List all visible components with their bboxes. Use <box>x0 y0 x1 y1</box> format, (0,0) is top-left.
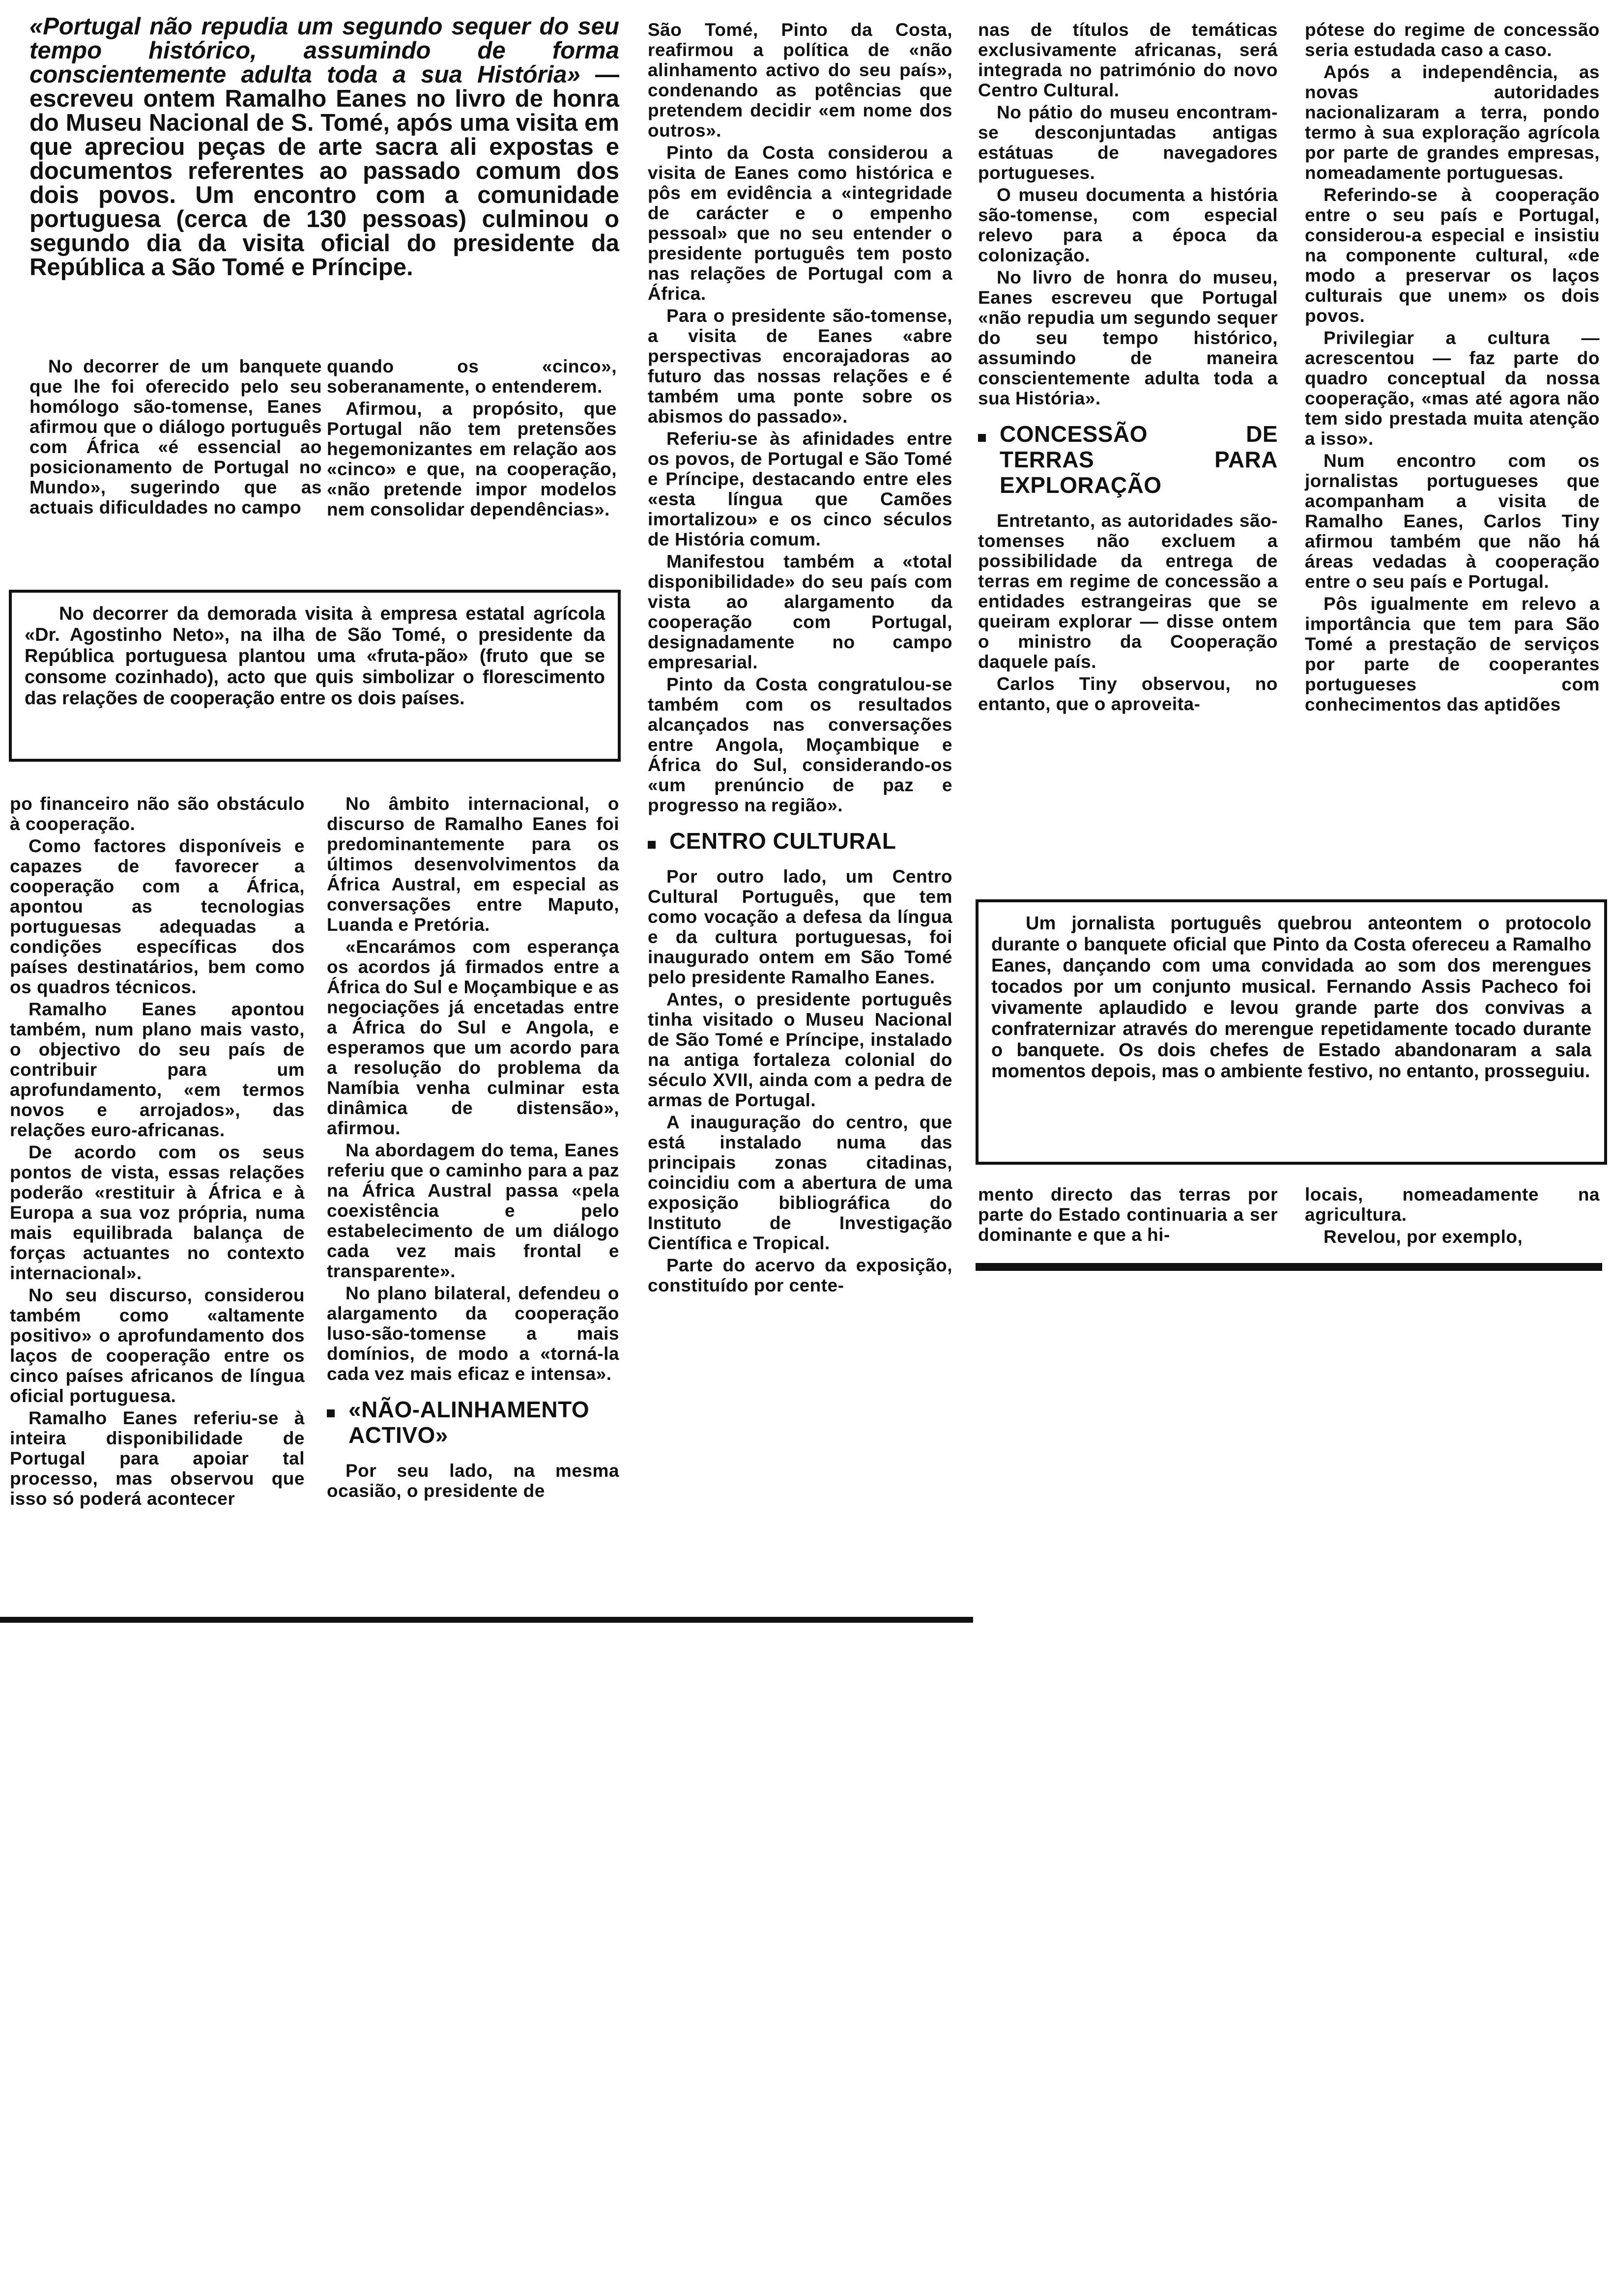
paragraph: Pinto da Costa congratulou-se também com os resultados alcançados nas conversações entre Angola, Moçambique e África do Sul, considerando-os «um prenúncio de paz e progresso na região». <box>648 674 952 815</box>
paragraph: nas de títulos de temáticas exclusivamente africanas, será integrada no património do novo Centro Cultural. <box>978 20 1278 100</box>
paragraph: Pôs igualmente em relevo a importância que tem para São Tomé a prestação de serviços por parte de cooperantes portugueses com conhecimentos das aptidões <box>1305 594 1600 715</box>
paragraph: De acordo com os seus pontos de vista, essas relações poderão «restituir à África e à Europa a sua voz própria, numa mais equilibrada balança de forças actuantes no contexto internacional». <box>10 1142 305 1283</box>
paragraph: Referiu-se às afinidades entre os povos, de Portugal e São Tomé e Príncipe, destacando entre eles «esta língua que Camões imortalizou» e os cinco séculos de História comum. <box>648 429 952 549</box>
paragraph: No pátio do museu encontram-se desconjuntadas antigas estátuas de navegadores portugueses. <box>978 102 1278 183</box>
paragraph: São Tomé, Pinto da Costa, reafirmou a política de «não alinhamento activo do seu país», condenando as potências que pretendem decidir «em nome dos outros». <box>648 20 952 141</box>
paragraph: No livro de honra do museu, Eanes escreveu que Portugal «não repudia um segundo sequer do seu tempo histórico, assumindo de maneira conscientemente adulta toda a sua História». <box>978 267 1278 408</box>
paragraph: Como factores disponíveis e capazes de favorecer a cooperação com a África, apontou as tecnologias portuguesas adequadas a condições específicas dos países destinatários, bem como os quadros técnicos. <box>10 836 305 997</box>
paragraph: quando os «cinco», soberanamente, o entenderem. <box>327 356 617 397</box>
column-1-top <box>29 356 322 519</box>
paragraph: No âmbito internacional, o discurso de Ramalho Eanes foi predominantemente para os últimos desenvolvimentos da África Austral, em especial as conversações entre Maputo, Luanda e Pretória. <box>327 794 619 935</box>
paragraph: Na abordagem do tema, Eanes referiu que o caminho para a paz na África Austral passa «pela coexistência e pelo estabelecimento de um diálogo cada vez mais frontal e transparente». <box>327 1140 619 1281</box>
paragraph: Por seu lado, na mesma ocasião, o presidente de <box>327 1461 619 1501</box>
paragraph: No decorrer de um banquete que lhe foi oferecido pelo seu homólogo são-tomense, Eanes afirmou que o diálogo português com África «é essencial ao posicionamento de Portugal no Mundo», sugerindo que as actuais dificuldades no campo <box>29 356 322 517</box>
column-4-bottom <box>978 1184 1278 1247</box>
sidebar-box-fruta-pao <box>9 590 621 762</box>
paragraph: Num encontro com os jornalistas portugueses que acompanham a visita de Ramalho Eanes, Carlos Tiny afirmou também que não há áreas vedadas à cooperação entre o seu país e Portugal. <box>1305 451 1600 592</box>
box-text: No decorrer da demorada visita à empresa estatal agrícola «Dr. Agostinho Neto», na ilha de São Tomé, o presidente da República portuguesa plantou uma «fruta-pão» (fruto que se consome cozinhado), acto que quis simbolizar o florescimento das relações de cooperação entre os dois países. <box>25 603 605 709</box>
column-3 <box>648 20 952 1297</box>
paragraph: Referindo-se à cooperação entre o seu país e Portugal, considerou-a especial e insistiu na componente cultural, «de modo a preservar os laços culturais que unem» os dois povos. <box>1305 185 1600 326</box>
lead-text: — escreveu ontem Ramalho Eanes no livro de honra do Museu Nacional de S. Tomé, após uma visita em que apreciou peças de arte sacra ali expostas e documentos referentes ao passado comum dos dois povos. Um encontro com a comunidade portuguesa (cerca de 130 pessoas) culminou o segundo dia da visita oficial do presidente da República a São Tomé e Príncipe. <box>29 61 619 281</box>
column-4 <box>978 20 1278 716</box>
subheading-centro-cultural: CENTRO CULTURAL <box>648 828 952 854</box>
sidebar-box-merengue <box>976 899 1607 1165</box>
column-2-top <box>327 356 617 521</box>
paragraph: O museu documenta a história são-tomense, com especial relevo para a época da colonização. <box>978 185 1278 265</box>
column-2-bottom <box>327 794 619 1503</box>
paragraph: Privilegiar a cultura — acrescentou — faz parte do quadro conceptual da nossa cooperação, «mas até agora não tem sido prestada muita atenção a isso». <box>1305 328 1600 449</box>
paragraph: No seu discurso, considerou também como «altamente positivo» o aprofundamento dos laços de cooperação entre os cinco países africanos de língua oficial portuguesa. <box>10 1285 305 1406</box>
paragraph: Ramalho Eanes apontou também, num plano mais vasto, o objectivo do seu país de contribuir para um aprofundamento, «em termos novos e arrojados», das relações euro-africanas. <box>10 999 305 1140</box>
bottom-rule-left <box>0 1617 973 1623</box>
lead-quote: «Portugal não repudia um segundo sequer do seu tempo histórico, assumindo de forma conscientemente adulta toda a sua História» <box>29 13 619 88</box>
paragraph: Por outro lado, um Centro Cultural Português, que tem como vocação a defesa da língua e da cultura portuguesas, foi inaugurado ontem em São Tomé pelo presidente Ramalho Eanes. <box>648 866 952 987</box>
lead-paragraph <box>29 15 619 280</box>
bullet-icon <box>648 828 669 854</box>
paragraph: Ramalho Eanes referiu-se à inteira disponibilidade de Portugal para apoiar tal processo, mas observou que isso só poderá acontecer <box>10 1408 305 1509</box>
paragraph: Após a independência, as novas autoridades nacionalizaram a terra, pondo termo à sua exploração agrícola por parte de grandes empresas, nomeadamente portuguesas. <box>1305 62 1600 183</box>
column-5-bottom <box>1305 1184 1600 1249</box>
paragraph: mento directo das terras por parte do Estado continuaria a ser dominante e que a hi- <box>978 1184 1278 1245</box>
paragraph: Afirmou, a propósito, que Portugal não tem pretensões hegemonizantes em relação aos «cinco» e que, na cooperação, «não pretende impor modelos nem consolidar dependências». <box>327 399 617 519</box>
subheading-nao-alinhamento: «NÃO-ALINHAMENTO ACTIVO» <box>327 1397 619 1448</box>
paragraph: No plano bilateral, defendeu o alargamento da cooperação luso-são-tomense a mais domínios, de modo a «torná-la cada vez mais eficaz e intensa». <box>327 1283 619 1384</box>
paragraph: Manifestou também a «total disponibilidade» do seu país com vista ao alargamento da cooperação com Portugal, designadamente no campo empresarial. <box>648 551 952 672</box>
paragraph: A inauguração do centro, que está instalado numa das principais zonas citadinas, coincidiu com a abertura de uma exposição bibliográfica do Instituto de Investigação Científica e Tropical. <box>648 1112 952 1253</box>
column-5 <box>1305 20 1600 717</box>
bullet-icon <box>978 421 1000 498</box>
column-1-bottom <box>10 794 305 1511</box>
subheading-concessao-de-terras: CONCESSÃO DE TERRAS PARA EXPLORAÇÃO <box>978 421 1278 498</box>
bottom-rule-right <box>976 1263 1602 1271</box>
paragraph: Pinto da Costa considerou a visita de Eanes como histórica e pôs em evidência a «integridade de carácter e o empenho pessoal» que no seu entender o presidente português tem posto nas relações de Portugal com a África. <box>648 143 952 304</box>
bullet-icon <box>327 1397 348 1448</box>
paragraph: pótese do regime de concessão seria estudada caso a caso. <box>1305 20 1600 60</box>
paragraph: Carlos Tiny observou, no entanto, que o aproveita- <box>978 674 1278 714</box>
paragraph: Revelou, por exemplo, <box>1324 1227 1523 1247</box>
paragraph: locais, nomeadamente na agricultura. <box>1305 1184 1600 1225</box>
paragraph: Antes, o presidente português tinha visitado o Museu Nacional de São Tomé e Príncipe, instalado na antiga fortaleza colonial do século XVII, ainda com a pedra de armas de Portugal. <box>648 989 952 1110</box>
paragraph: «Encarámos com esperança os acordos já firmados entre a África do Sul e Moçambique e as negociações já encetadas entre a África do Sul e Angola, e esperamos que um acordo para a resolução do problema da Namíbia venha culminar esta dinâmica de distensão», afirmou. <box>327 937 619 1138</box>
box-text: Um jornalista português quebrou anteontem o protocolo durante o banquete oficial que Pinto da Costa ofereceu a Ramalho Eanes, dançando com uma convidada ao som dos merengues tocados por um conjunto musical. Fernando Assis Pacheco foi vivamente aplaudido e levou grande parte dos convivas a confraternizar através do merengue repetidamente tocado durante o banquete. Os dois chefes de Estado abandonaram a sala momentos depois, mas o ambiente festivo, no entanto, prosseguiu. <box>991 913 1591 1082</box>
paragraph: Para o presidente são-tomense, a visita de Eanes «abre perspectivas encorajadoras ao futuro das nossas relações e é também uma ponte sobre os abismos do passado». <box>648 306 952 427</box>
paragraph: Parte do acervo da exposição, constituído por cente- <box>648 1255 952 1295</box>
paragraph: po financeiro não são obstáculo à cooperação. <box>10 794 305 834</box>
paragraph: Entretanto, as autoridades são-tomenses não excluem a possibilidade da entrega de terras em regime de concessão a entidades estrangeiras que se queiram explorar — disse ontem o ministro da Cooperação daquele país. <box>978 511 1278 672</box>
